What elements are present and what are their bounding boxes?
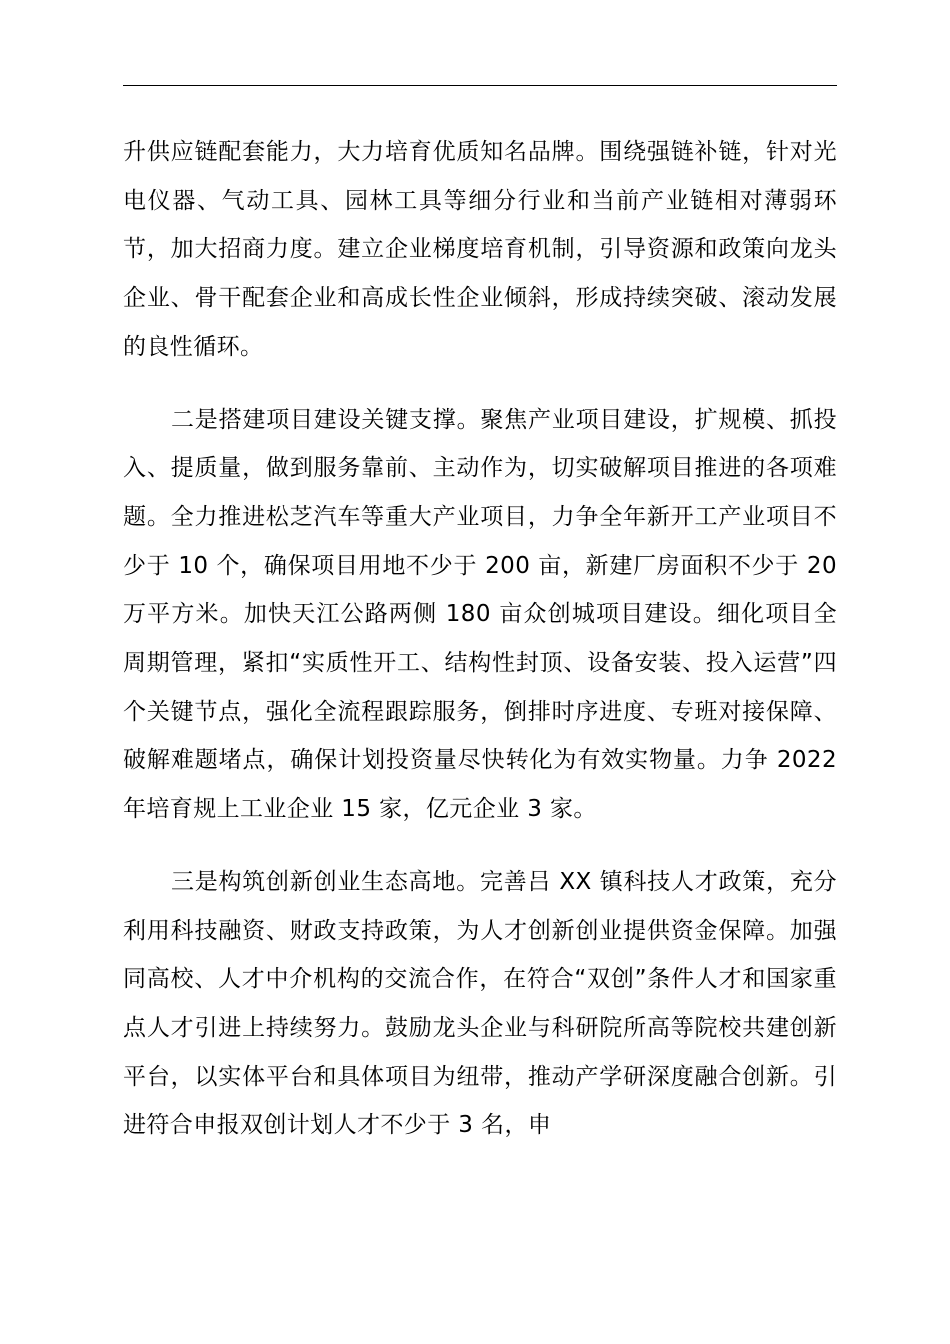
- paragraph-continuation: 升供应链配套能力，大力培育优质知名品牌。围绕强链补链，针对光电仪器、气动工具、园林工具等细分行业和当前产业链相对薄弱环节，加大招商力度。建立企业梯度培育机制，引导资源和政策向龙头企业、骨干配套企业和高成长性企业倾斜，形成持续突破、滚动发展的良性循环。: [123, 139, 837, 360]
- paragraph-project-support: 二是搭建项目建设关键支撑。聚焦产业项目建设，扩规模、抓投入、提质量，做到服务靠前、主动作为，切实破解项目推进的各项难题。全力推进松芝汽车等重大产业项目，力争全年新开工产业项目不少于 10 个，确保项目用地不少于 200 亩，新建厂房面积不少于 20 万平方米。加快天江公路两侧 180 亩众创城项目建设。细化项目全周期管理，紧扣“实质性开工、结构性封顶、设备安装、投入运营”四个关键节点，强化全流程跟踪服务，倒排时序进度、专班对接保障、破解难题堵点，确保计划投资量尽快转化为有效实物量。力争 2022 年培育规上工业企业 15 家，亿元企业 3 家。: [123, 406, 837, 823]
- document-body: [123, 128, 837, 1150]
- paragraph-innovation-ecosystem: 三是构筑创新创业生态高地。完善吕 XX 镇科技人才政策，充分利用科技融资、财政支持政策，为人才创新创业提供资金保障。加强同高校、人才中介机构的交流合作，在符合“双创”条件人才和国家重点人才引进上持续努力。鼓励龙头企业与科研院所高等院校共建创新平台，以实体平台和具体项目为纽带，推动产学研深度融合创新。引进符合申报双创计划人才不少于 3 名，申: [123, 868, 837, 1139]
- header-rule: [123, 85, 837, 86]
